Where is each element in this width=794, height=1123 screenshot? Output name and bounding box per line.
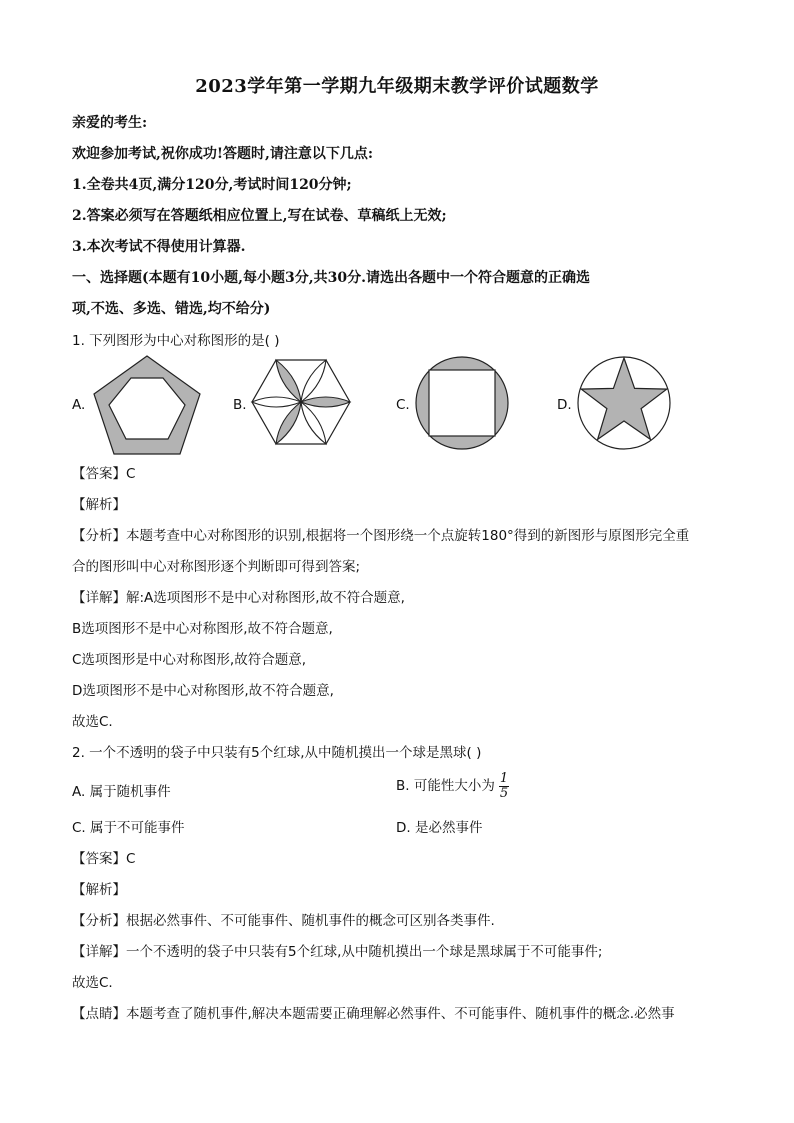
q1-detail-c: C选项图形是中心对称图形,故符合题意,: [72, 652, 307, 668]
q2-option-c: C. 属于不可能事件: [72, 820, 185, 836]
figure-a-pentagon-hexagon: [88, 350, 206, 460]
q2-option-b: [396, 772, 509, 800]
q2-conclusion: 故选C.: [72, 975, 113, 991]
q1-analysis-line1: 【分析】本题考查中心对称图形的识别,根据将一个图形绕一个点旋转180°得到的新图形与原图形完全重: [72, 528, 690, 544]
section-heading-line2: 项,不选、多选、错选,均不给分): [72, 301, 271, 317]
fraction: [499, 772, 509, 800]
q2-analysis-heading: 【解析】: [72, 882, 126, 898]
page-title: 2023学年第一学期九年级期末教学评价试题数学: [195, 76, 599, 97]
section-heading-line1: 一、选择题(本题有10小题,每小题3分,共30分.请选出各题中一个符合题意的正确选: [72, 270, 590, 286]
q1-detail-b: B选项图形不是中心对称图形,故不符合题意,: [72, 621, 333, 637]
option-c-label: C.: [396, 397, 410, 413]
figure-b-hexagon-petals: [250, 358, 352, 446]
option-a-label: A.: [72, 397, 86, 413]
q2-analysis: 【分析】根据必然事件、不可能事件、随机事件的概念可区别各类事件.: [72, 913, 495, 929]
q1-detail-d: D选项图形不是中心对称图形,故不符合题意,: [72, 683, 334, 699]
q2-option-a: A. 属于随机事件: [72, 784, 171, 800]
note-3: 3.本次考试不得使用计算器.: [72, 239, 246, 255]
q1-answer: 【答案】C: [72, 466, 136, 482]
question-1-stem: 1. 下列图形为中心对称图形的是( ): [72, 333, 280, 349]
option-b-label: B.: [233, 397, 247, 413]
figure-d-circle-star: [576, 355, 672, 451]
q1-analysis-heading: 【解析】: [72, 497, 126, 513]
fraction-numerator: 1: [499, 771, 509, 786]
greeting: 亲爱的考生:: [72, 115, 148, 131]
q1-conclusion: 故选C.: [72, 714, 113, 730]
q1-analysis-line2: 合的图形叫中心对称图形逐个判断即可得到答案;: [72, 559, 361, 575]
fraction-denominator: 5: [499, 785, 509, 801]
q2-comment: 【点睛】本题考查了随机事件,解决本题需要正确理解必然事件、不可能事件、随机事件的概念.必然事: [72, 1006, 675, 1022]
note-1: 1.全卷共4页,满分120分,考试时间120分钟;: [72, 177, 352, 193]
welcome-line: 欢迎参加考试,祝你成功!答题时,请注意以下几点:: [72, 146, 374, 162]
q2-option-b-text: B. 可能性大小为: [396, 778, 495, 795]
q2-option-d: D. 是必然事件: [396, 820, 483, 836]
option-d-label: D.: [557, 397, 572, 413]
figure-c-circle-square: [414, 355, 510, 451]
question-2-stem: 2. 一个不透明的袋子中只装有5个红球,从中随机摸出一个球是黑球( ): [72, 745, 482, 761]
q1-detail-a: 【详解】解:A选项图形不是中心对称图形,故不符合题意,: [72, 590, 405, 606]
note-2: 2.答案必须写在答题纸相应位置上,写在试卷、草稿纸上无效;: [72, 208, 447, 224]
q2-answer: 【答案】C: [72, 851, 136, 867]
q2-detail: 【详解】一个不透明的袋子中只装有5个红球,从中随机摸出一个球是黑球属于不可能事件;: [72, 944, 603, 960]
